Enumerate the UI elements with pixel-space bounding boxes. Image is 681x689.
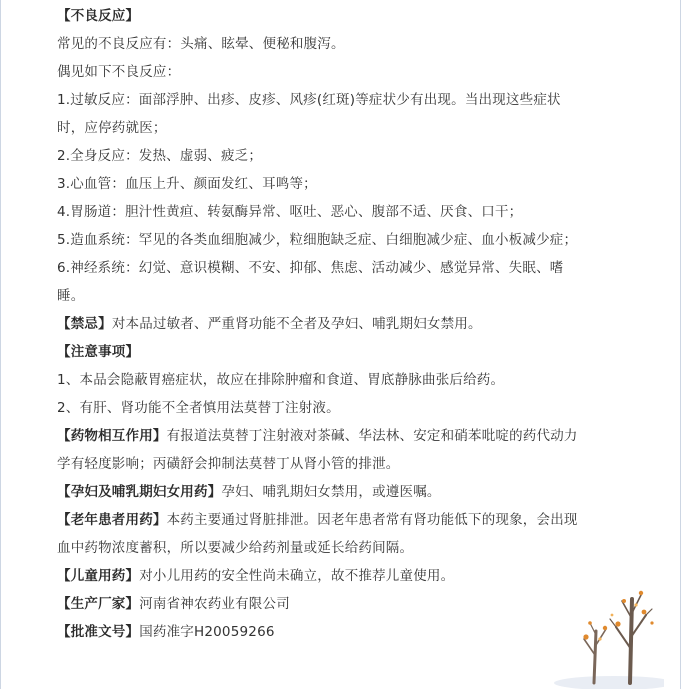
interactions-label: 【药物相互作用】 [57, 428, 167, 444]
interactions-text-continued: 学有轻度影响；丙磺舒会抑制法莫替丁从肾小管的排泄。 [57, 456, 400, 472]
adverse-item: 睡。 [57, 288, 85, 304]
adverse-reactions-heading: 【不良反应】 [57, 8, 140, 24]
adverse-item: 6.神经系统：幻觉、意识模糊、不安、抑郁、焦虑、活动减少、感觉异常、失眠、嗜 [57, 260, 564, 276]
contraindications-section [57, 310, 669, 338]
interactions-section [57, 422, 669, 450]
pregnancy-text: 孕妇、哺乳期妇女禁用，或遵医嘱。 [221, 484, 441, 500]
drug-leaflet [57, 2, 669, 646]
precautions-item: 1、本品会隐蔽胃癌症状，故应在排除肿瘤和食道、胃底静脉曲张后给药。 [57, 372, 505, 388]
adverse-occasional-text: 偶见如下不良反应： [57, 64, 181, 80]
pediatric-text: 对小儿用药的安全性尚未确立，故不推荐儿童使用。 [139, 568, 455, 584]
adverse-item: 时，应停药就医； [57, 120, 167, 136]
adverse-item: 4.胃肠道：胆汁性黄疸、转氨酶异常、呕吐、恶心、腹部不适、厌食、口干； [57, 204, 523, 220]
elderly-text-continued: 血中药物浓度蓄积，所以要减少给药剂量或延长给药间隔。 [57, 540, 414, 556]
elderly-text: 本药主要通过肾脏排泄。因老年患者常有肾功能低下的现象，会出现 [166, 512, 578, 528]
approval-text: 国药准字H20059266 [139, 624, 275, 640]
pregnancy-section [57, 478, 669, 506]
winter-trees-icon [544, 579, 664, 689]
pediatric-label: 【儿童用药】 [57, 568, 140, 584]
adverse-item: 1.过敏反应：面部浮肿、出疹、皮疹、风疹(红斑)等症状少有出现。当出现这些症状 [57, 92, 561, 108]
manufacturer-label: 【生产厂家】 [57, 596, 140, 612]
adverse-common-text: 常见的不良反应有：头痛、眩晕、便秘和腹泻。 [57, 36, 345, 52]
manufacturer-text: 河南省神农药业有限公司 [139, 596, 290, 612]
elderly-label: 【老年患者用药】 [57, 512, 167, 528]
contraindications-text: 对本品过敏者、严重肾功能不全者及孕妇、哺乳期妇女禁用。 [111, 316, 482, 332]
pregnancy-label: 【孕妇及哺乳期妇女用药】 [57, 484, 222, 500]
adverse-item: 5.造血系统：罕见的各类血细胞减少，粒细胞缺乏症、白细胞减少症、血小板减少症； [57, 232, 578, 248]
adverse-item: 2.全身反应：发热、虚弱、疲乏； [57, 148, 263, 164]
elderly-section [57, 506, 669, 534]
precautions-heading: 【注意事项】 [57, 344, 140, 360]
adverse-item: 3.心血管：血压上升、颜面发红、耳鸣等； [57, 176, 317, 192]
contraindications-label: 【禁忌】 [57, 316, 112, 332]
approval-label: 【批准文号】 [57, 624, 140, 640]
interactions-text: 有报道法莫替丁注射液对茶碱、华法林、安定和硝苯吡啶的药代动力 [166, 428, 578, 444]
precautions-item: 2、有肝、肾功能不全者慎用法莫替丁注射液。 [57, 400, 340, 416]
